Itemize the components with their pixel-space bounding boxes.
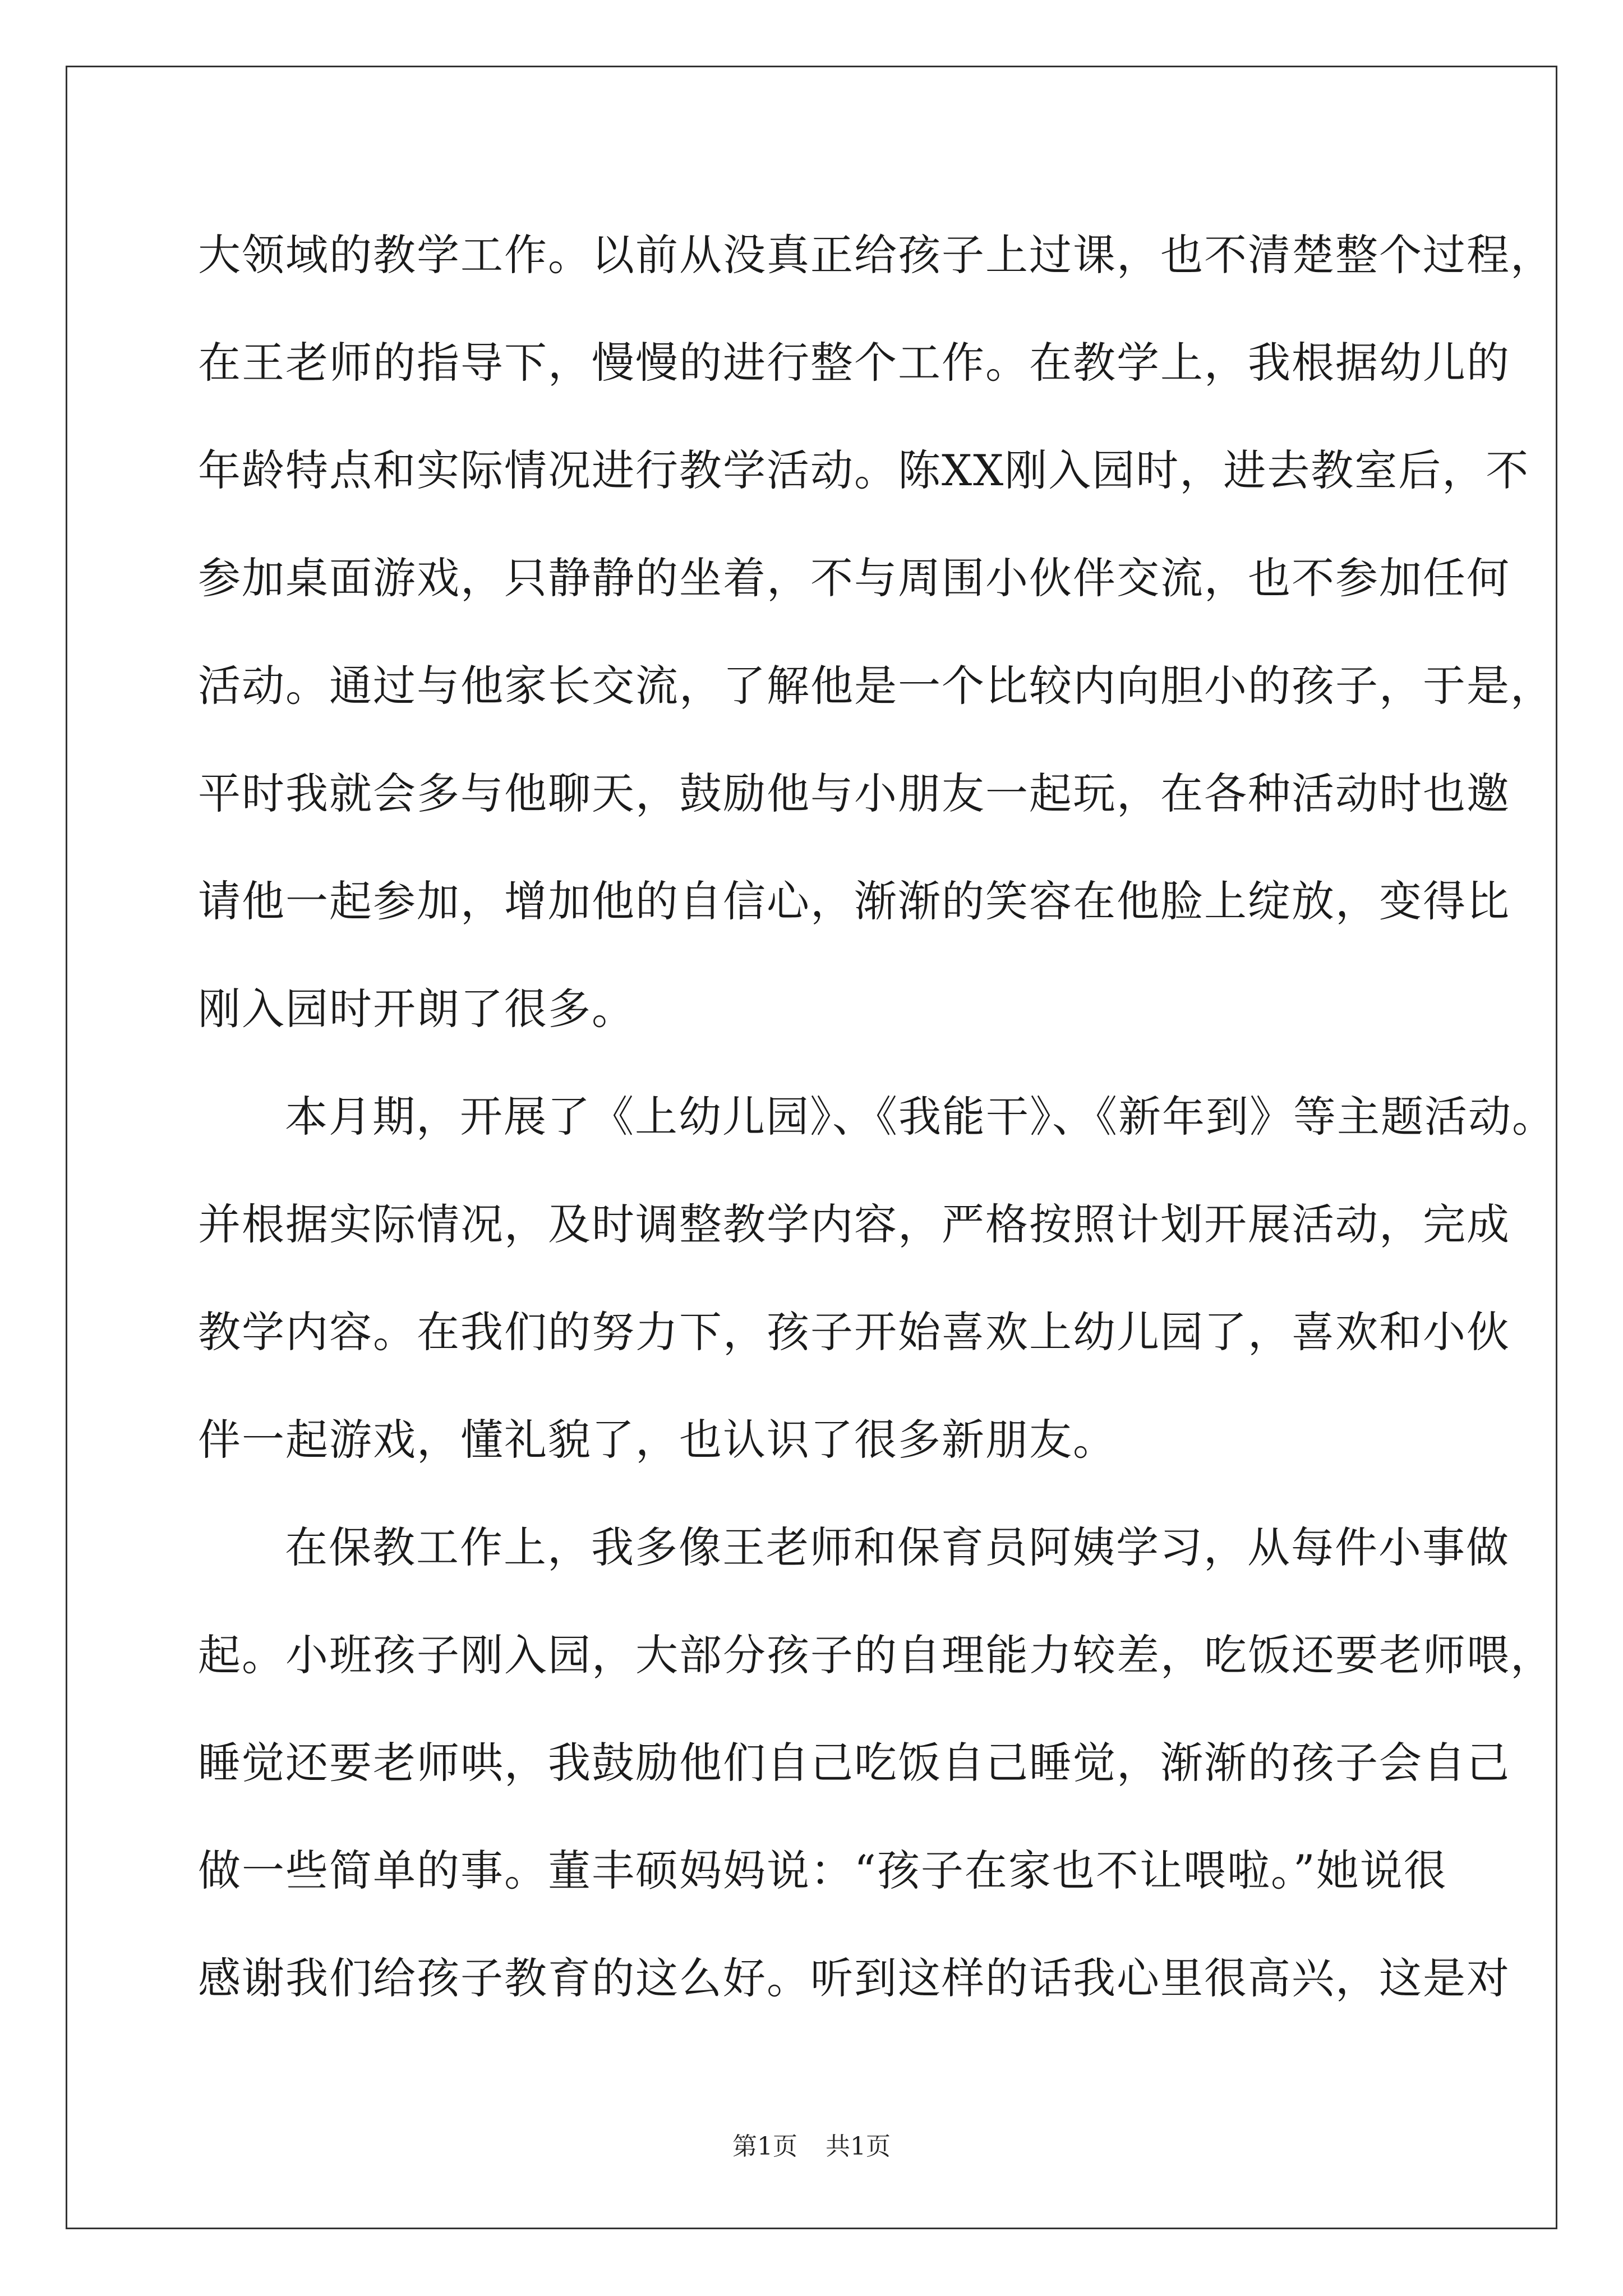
text-line: 教学内容。在我们的努力下，孩子开始喜欢上幼儿园了，喜欢和小伙 bbox=[198, 1307, 1510, 1357]
text-line: 参加桌面游戏，只静静的坐着，不与周围小伙伴交流，也不参加任何 bbox=[198, 553, 1510, 603]
text-line: 起。小班孩子刚入园，大部分孩子的自理能力较差，吃饭还要老师喂， bbox=[198, 1630, 1554, 1680]
paragraph-1 bbox=[198, 213, 1554, 1075]
text-line: 伴一起游戏，懂礼貌了，也认识了很多新朋友。 bbox=[198, 1415, 1117, 1465]
text-line: 睡觉还要老师哄，我鼓励他们自己吃饭自己睡觉，渐渐的孩子会自己 bbox=[198, 1738, 1510, 1788]
text-line: 刚入园时开朗了很多。 bbox=[198, 984, 635, 1034]
text-line: 请他一起参加，增加他的自信心，渐渐的笑容在他脸上绽放，变得比 bbox=[198, 876, 1510, 926]
text-line: 本月期，开展了《上幼儿园》、《我能干》、《新年到》等主题活动。 bbox=[285, 1092, 1556, 1142]
document-body bbox=[198, 213, 1556, 2044]
text-line: 做一些简单的事。董丰硕妈妈说：“孩子在家也不让喂啦。”她说很 bbox=[198, 1846, 1447, 1895]
text-line: 大领域的教学工作。以前从没真正给孩子上过课，也不清楚整个过程， bbox=[198, 230, 1554, 280]
page-number-current: 第1页 bbox=[732, 2132, 797, 2161]
paragraph-3 bbox=[198, 1506, 1554, 2044]
text-line: 平时我就会多与他聊天，鼓励他与小朋友一起玩，在各种活动时也邀 bbox=[198, 769, 1510, 818]
text-line: 在保教工作上，我多像王老师和保育员阿姨学习，从每件小事做 bbox=[285, 1522, 1510, 1572]
text-line: 并根据实际情况，及时调整教学内容，严格按照计划开展活动，完成 bbox=[198, 1199, 1510, 1249]
page-number-total: 共1页 bbox=[826, 2132, 891, 2161]
text-line: 年龄特点和实际情况进行教学活动。陈XX刚入园时，进去教室后，不 bbox=[198, 445, 1530, 495]
paragraph-2 bbox=[198, 1075, 1556, 1506]
text-line: 活动。通过与他家长交流，了解他是一个比较内向胆小的孩子，于是， bbox=[198, 661, 1554, 711]
text-line: 感谢我们给孩子教育的这么好。听到这样的话我心里很高兴，这是对 bbox=[198, 1953, 1510, 2003]
page-footer bbox=[0, 2126, 1623, 2162]
text-line: 在王老师的指导下，慢慢的进行整个工作。在教学上，我根据幼儿的 bbox=[198, 338, 1510, 388]
